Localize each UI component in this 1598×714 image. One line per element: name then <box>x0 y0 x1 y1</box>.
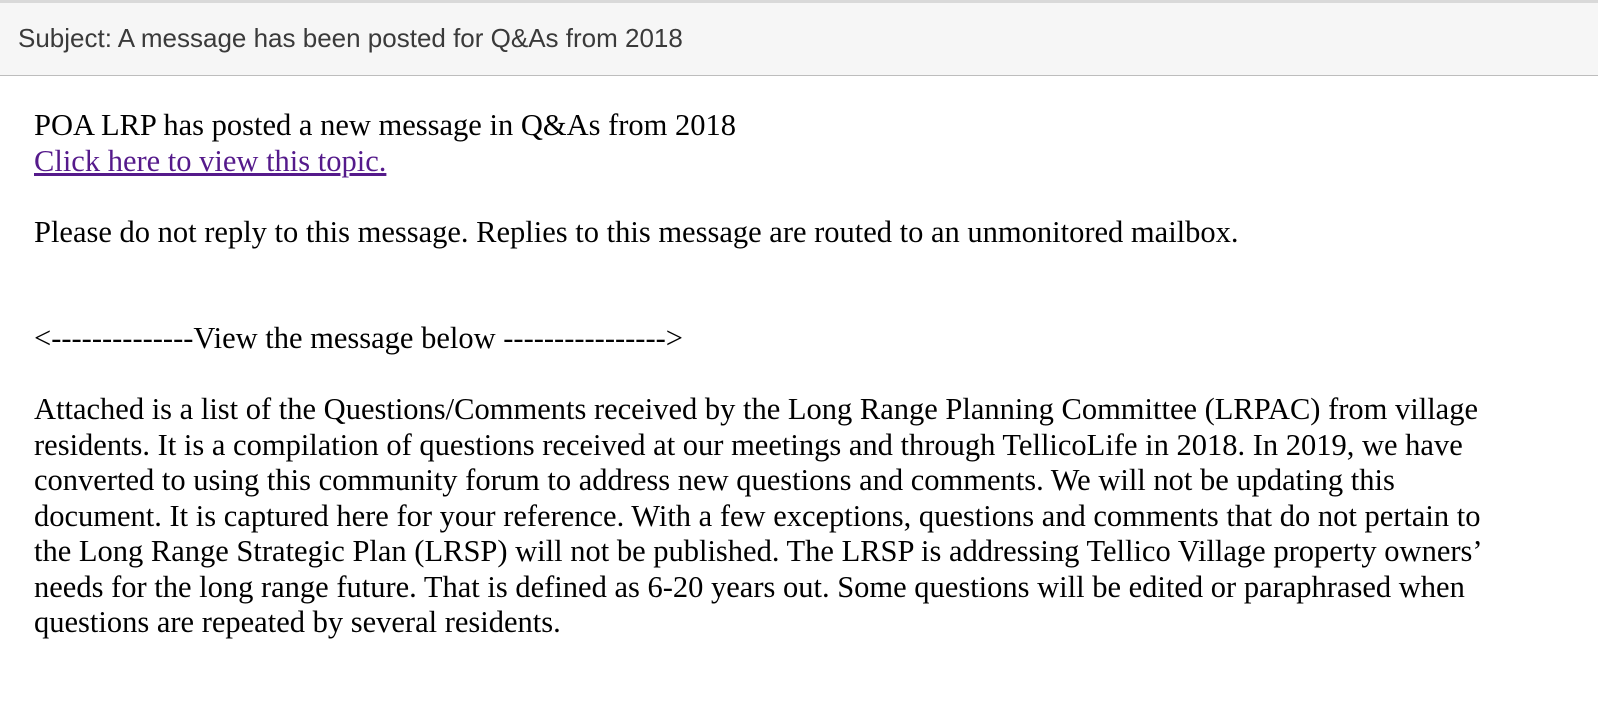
message-divider: <--------------View the message below ----------------> <box>34 321 683 355</box>
message-line: residents. It is a compilation of questions received at our meetings and through TellicoLife in 2018. In 2019, we have <box>34 427 1463 462</box>
message-line: questions are repeated by several residents. <box>34 605 561 639</box>
posted-line: POA LRP has posted a new message in Q&As from 2018 <box>34 108 737 142</box>
message-line: Attached is a list of the Questions/Comments received by the Long Range Planning Committee (LRPAC) from village <box>34 392 1478 426</box>
spacer <box>34 250 1574 321</box>
email-subject: Subject: A message has been posted for Q&As from 2018 <box>18 23 683 53</box>
message-line: the Long Range Strategic Plan (LRSP) will not be published. The LRSP is addressing Tellico Village property owners’ <box>34 534 1483 568</box>
message-line: document. It is captured here for your reference. With a few exceptions, questions and comments that do not pertain to <box>34 498 1481 533</box>
subject-bar <box>0 3 1598 76</box>
no-reply-notice: Please do not reply to this message. Replies to this message are routed to an unmonitored mailbox. <box>34 214 1239 249</box>
message-line: needs for the long range future. That is defined as 6-20 years out. Some questions will be edited or paraphrased when <box>34 569 1465 604</box>
message-text <box>34 392 1574 641</box>
email-body <box>34 108 1574 641</box>
view-topic-link[interactable]: Click here to view this topic. <box>34 143 387 178</box>
spacer <box>34 357 1574 393</box>
spacer <box>34 179 1574 215</box>
message-line: converted to using this community forum to address new questions and comments. We will not be updating this <box>34 463 1395 497</box>
